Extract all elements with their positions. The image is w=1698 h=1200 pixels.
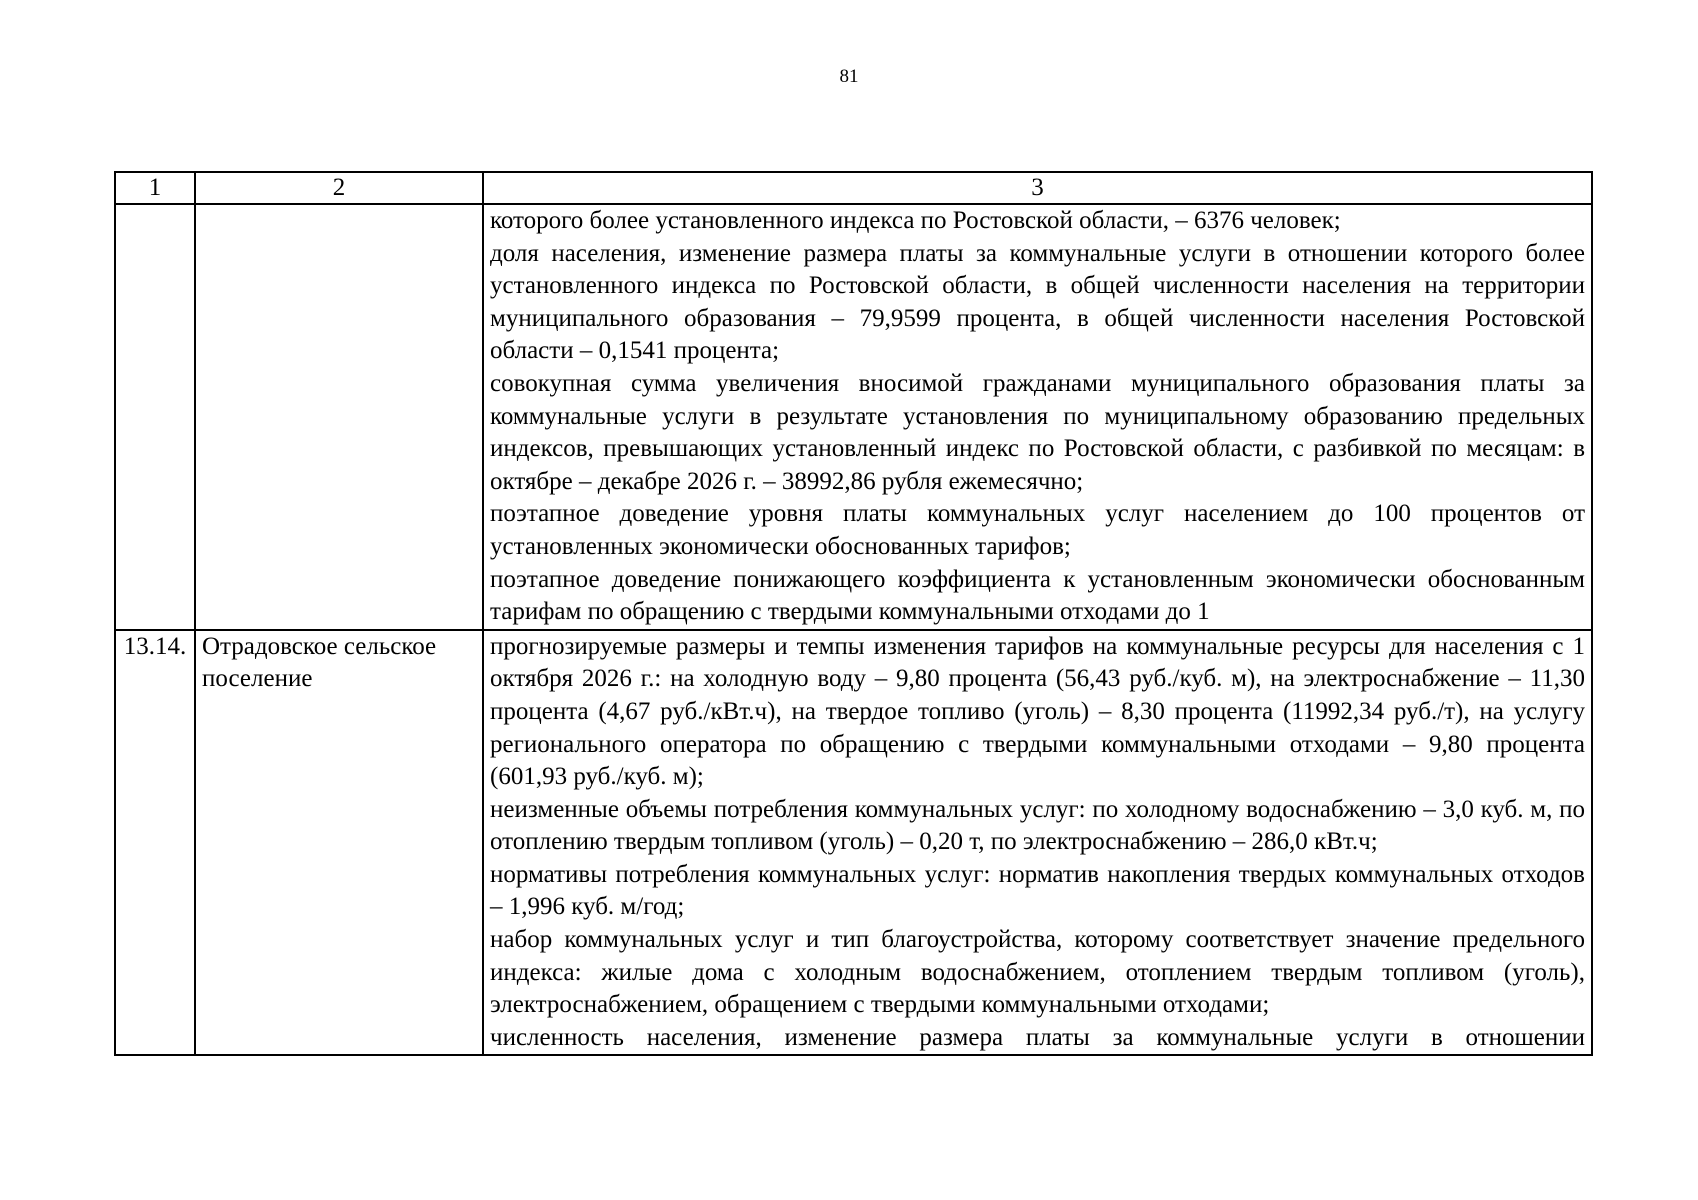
paragraph: совокупная сумма увеличения вносимой гражданами муниципального образования платы за коммунальные услуги в результате установления по муниципальному образованию предельных индексов, превышающих установленный индекс по Ростовской области, с разбивкой по месяцам: в октябре – декабре 2026 г. – 38992,86 рубля ежемесячно; (490, 369, 1585, 495)
description-cell (483, 630, 1592, 1056)
row-number-cell (115, 204, 195, 630)
settlement-name-cell: Отрадовское сельское поселение (195, 630, 483, 1056)
row-number-cell: 13.14. (115, 630, 195, 1056)
paragraph: которого более установленного индекса по Ростовской области, – 6376 человек; (490, 207, 1341, 234)
column-header-1: 1 (115, 172, 195, 204)
paragraph: набор коммунальных услуг и тип благоустройства, которому соответствует значение предельного индекса: жилые дома с холодным водоснабжением, отоплением твердым топливом (уголь), электроснабжением, обращением с твердыми коммунальными отходами; (490, 926, 1585, 1019)
table-row (115, 204, 1592, 630)
column-header-3: 3 (483, 172, 1592, 204)
settlement-name-cell (195, 204, 483, 630)
page-number: 81 (839, 66, 859, 87)
description-cell (483, 204, 1592, 630)
paragraph: численность населения, изменение размера платы за коммунальные услуги в отношении (490, 1023, 1585, 1051)
paragraph: прогнозируемые размеры и темпы изменения тарифов на коммунальные ресурсы для населения с 1 октября 2026 г.: на холодную воду – 9,80 процента (56,43 руб./куб. м), на электроснабжение – 11,30 процента (4,67 руб./кВт.ч), на твердое топливо (уголь) – 8,30 процента (11992,34 руб./т), на услугу регионального оператора по обращению с твердыми коммунальными отходами – 9,80 процента (601,93 руб./куб. м); (490, 632, 1585, 791)
paragraph: нормативы потребления коммунальных услуг: норматив накопления твердых коммунальных отходов – 1,996 куб. м/год; (490, 860, 1585, 921)
column-header-2: 2 (195, 172, 483, 204)
paragraph: неизменные объемы потребления коммунальных услуг: по холодному водоснабжению – 3,0 куб. м, по отоплению твердым топливом (уголь) – 0,20 т, по электроснабжению – 286,0 кВт.ч; (490, 795, 1585, 856)
table-row (115, 630, 1592, 1056)
paragraph: поэтапное доведение уровня платы коммунальных услуг населением до 100 процентов от установленных экономически обоснованных тарифов; (490, 500, 1585, 560)
document-table (114, 171, 1593, 1056)
table-header-row (115, 172, 1592, 204)
paragraph: поэтапное доведение понижающего коэффициента к установленным экономически обоснованным тарифам по обращению с твердыми коммунальными отходами до 1 (490, 565, 1585, 626)
paragraph: доля населения, изменение размера платы за коммунальные услуги в отношении которого более установленного индекса по Ростовской области, в общей численности населения на территории муниципального образования – 79,9599 процента, в общей численности населения Ростовской области – 0,1541 процента; (490, 239, 1585, 365)
